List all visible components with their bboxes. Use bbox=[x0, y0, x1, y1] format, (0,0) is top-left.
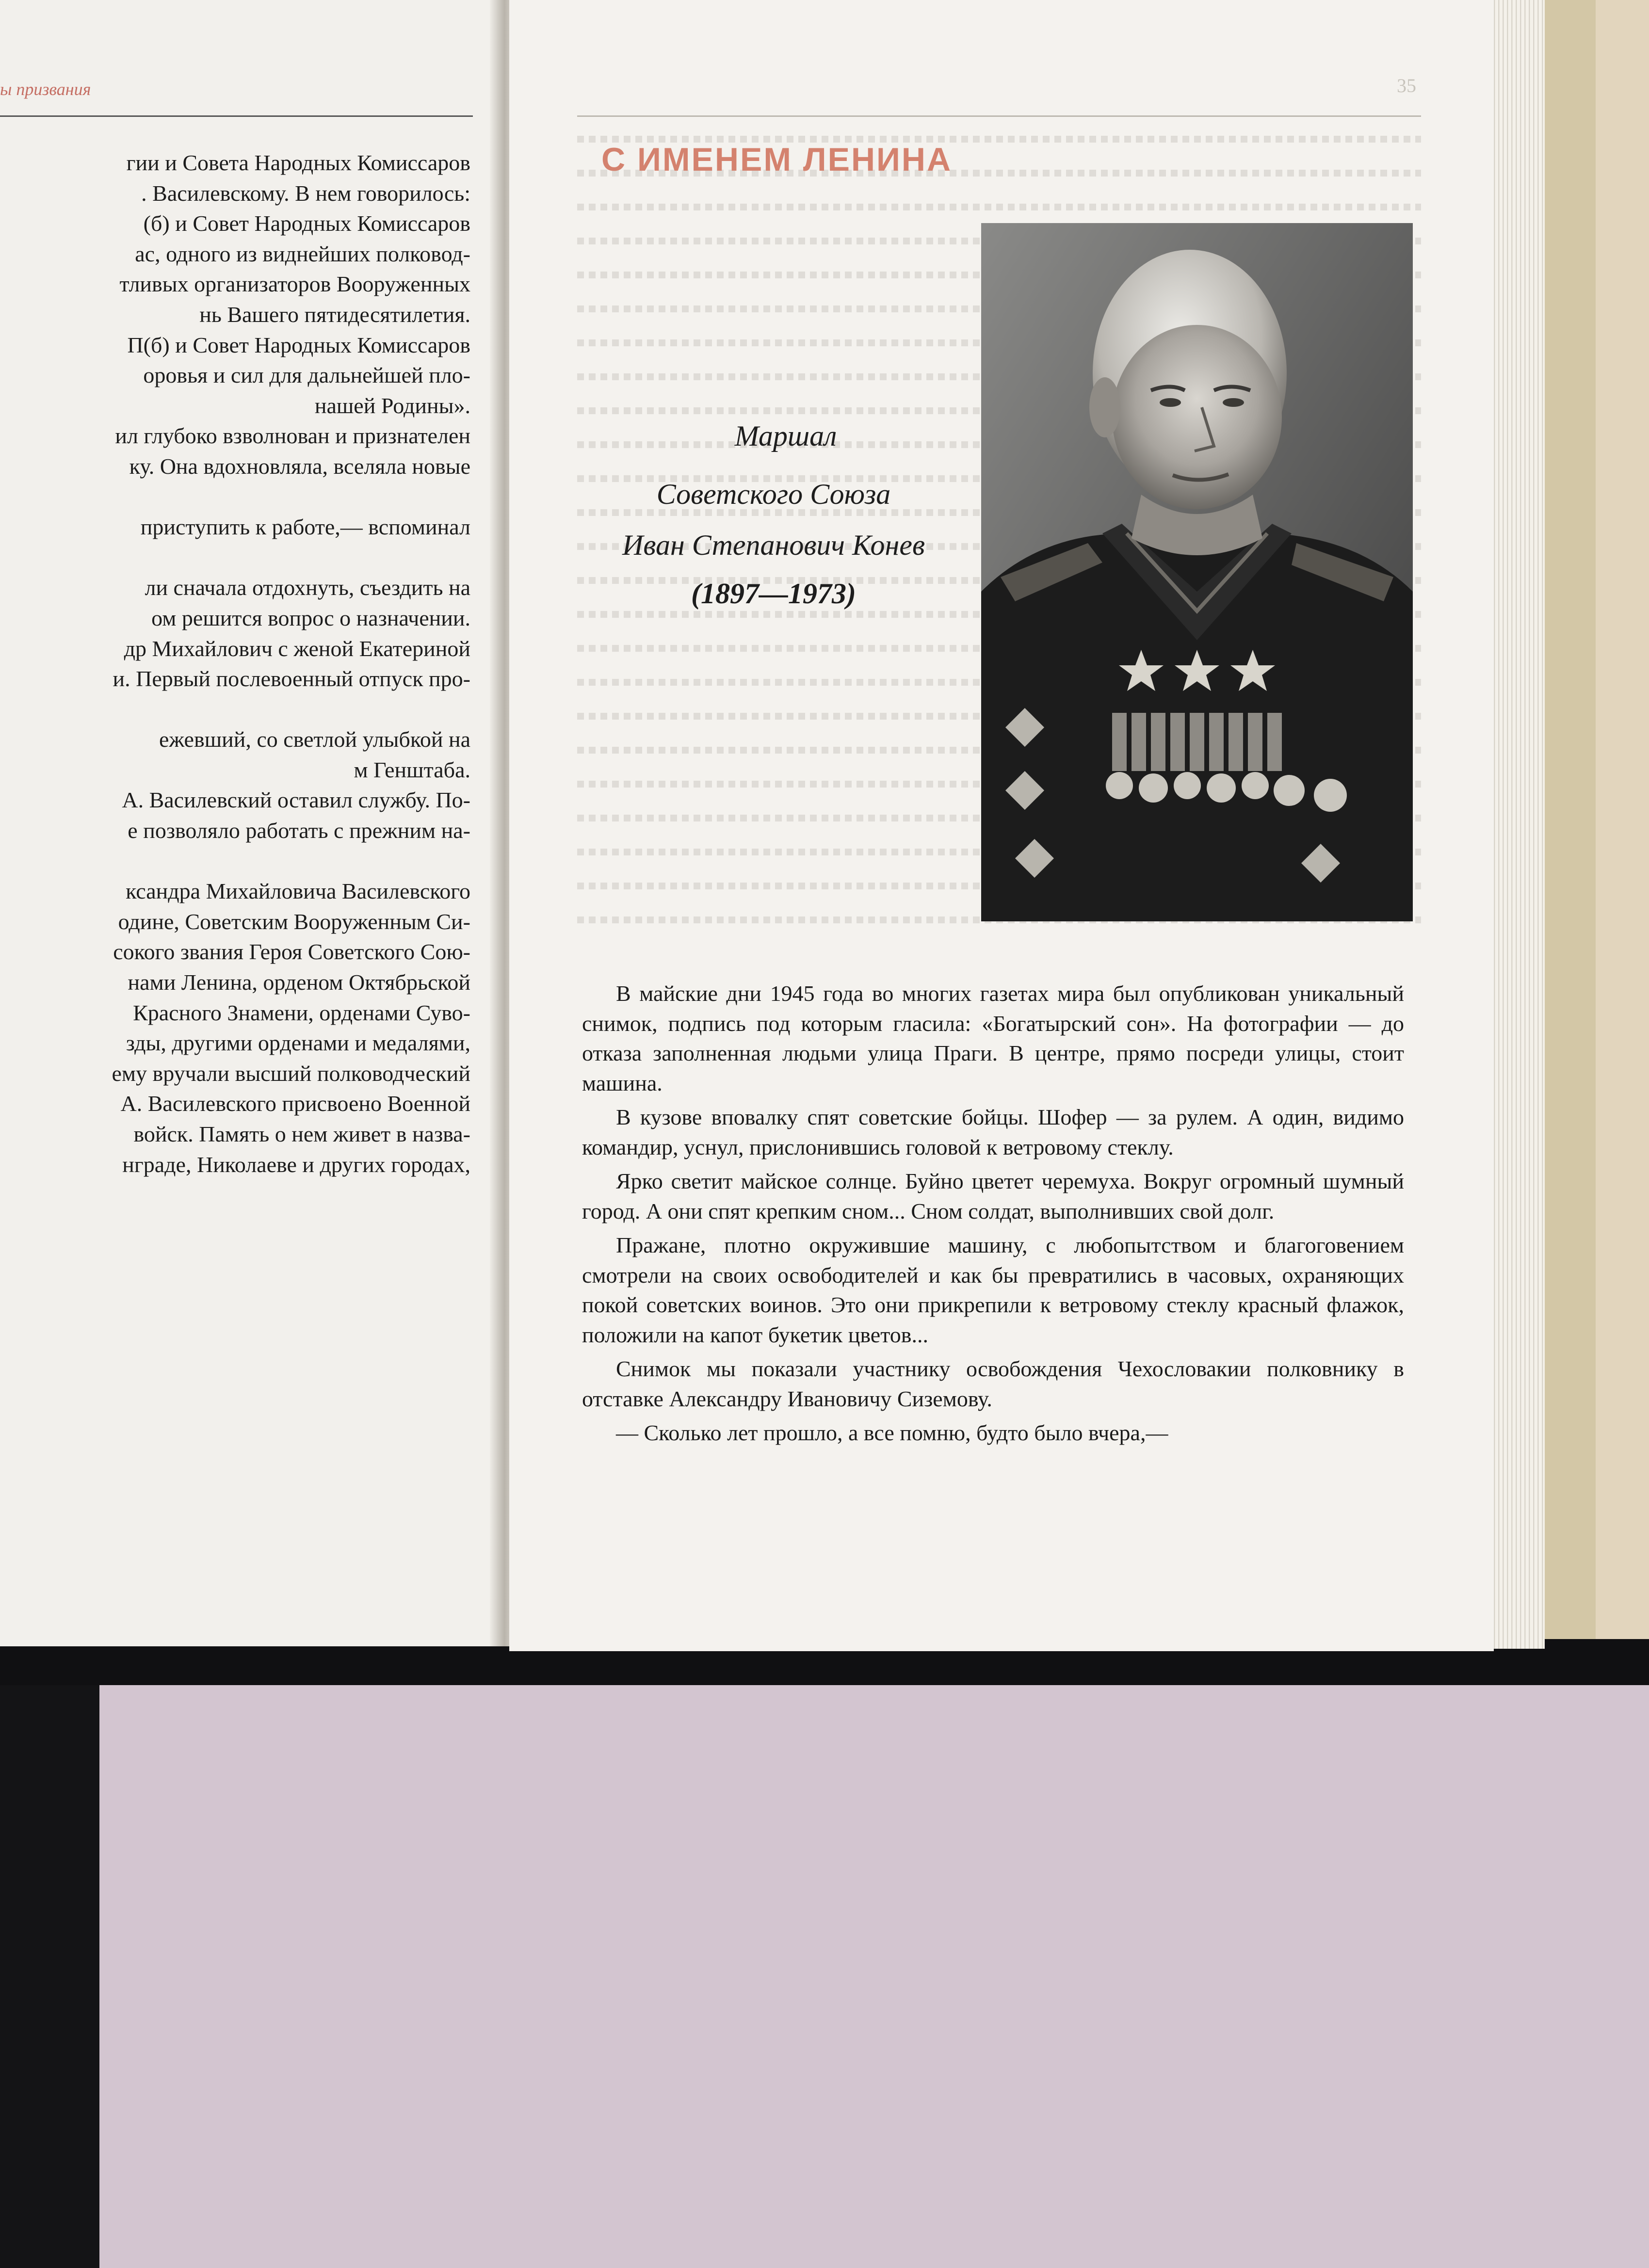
page-edges bbox=[1487, 0, 1545, 1649]
left-text-line: ксандра Михайловича Василевского bbox=[126, 879, 470, 904]
left-text-line: тливых организаторов Вооруженных bbox=[119, 272, 470, 297]
left-text-line: сокого звания Героя Советского Сою- bbox=[113, 939, 470, 965]
left-text-line: ку. Она вдохновляла, вселяла новые bbox=[129, 453, 470, 479]
left-text-line: А. Василевский оставил службу. По- bbox=[122, 788, 470, 813]
left-text-line: ил глубоко взволнован и признателен bbox=[115, 423, 470, 449]
section-title: С ИМЕНЕМ ЛЕНИНА bbox=[601, 141, 953, 178]
body-paragraph: — Сколько лет прошло, а все помню, будто было вчера,— bbox=[616, 1420, 1168, 1445]
left-text-line: . Василевскому. В нем говорилось: bbox=[141, 180, 470, 206]
left-text-line: нь Вашего пятидесятилетия. bbox=[199, 302, 470, 327]
header-rule-right bbox=[577, 115, 1421, 117]
caption-rank: Маршал bbox=[734, 420, 837, 452]
portrait-illustration bbox=[981, 223, 1413, 921]
running-header: ы призвания bbox=[0, 80, 91, 99]
article-body bbox=[582, 979, 1404, 1452]
caption-name: Иван Степанович Конев bbox=[622, 529, 925, 561]
show-through-line bbox=[577, 204, 1421, 210]
left-page-text bbox=[0, 148, 470, 1180]
left-page bbox=[0, 0, 500, 1646]
left-text-line: и. Первый послевоенный отпуск про- bbox=[113, 666, 470, 692]
left-text-line: одине, Советским Вооруженным Си- bbox=[118, 909, 470, 934]
header-rule bbox=[0, 115, 473, 117]
dark-background-corner bbox=[0, 1668, 99, 2268]
left-text-line bbox=[0, 846, 470, 877]
left-text-line: е позволяло работать с прежним на- bbox=[128, 818, 470, 843]
caption-years: (1897—1973) bbox=[691, 578, 856, 610]
left-text-line: м Генштаба. bbox=[354, 757, 470, 782]
body-paragraph: В кузове вповалку спят советские бойцы. Шофер — за рулем. А один, видимо командир, уснул, прислонившись головой к ветровому стеклу. bbox=[582, 1105, 1404, 1159]
caption-rank-union: Советского Союза bbox=[656, 478, 891, 510]
background-surface bbox=[99, 1678, 1649, 2268]
left-text-line: зды, другими орденами и медалями, bbox=[126, 1030, 470, 1056]
left-text-line: (б) и Совет Народных Комиссаров bbox=[143, 211, 470, 236]
left-text-line: ежевший, со светлой улыбкой на bbox=[159, 727, 470, 752]
left-text-line: нами Ленина, орденом Октябрьской bbox=[128, 970, 470, 995]
left-text-line: войск. Память о нем живет в назва- bbox=[133, 1122, 470, 1146]
page-number: 35 bbox=[1397, 75, 1416, 97]
left-text-line: приступить к работе,— вспоминал bbox=[140, 515, 470, 540]
body-paragraph: В майские дни 1945 года во многих газетах мира был опубликован уникальный снимок, подпись под которым гласила: «Богатырский сон». На фотографии — до отказа заполненная людьми улица Праги. В центре, прямо посреди улицы, стоит машина. bbox=[582, 981, 1404, 1095]
left-text-line: нграде, Николаеве и других городах, bbox=[122, 1152, 470, 1177]
body-paragraph: Снимок мы показали участнику освобождения Чехословакии полковнику в отставке Александру Ивановичу Сиземову. bbox=[582, 1356, 1404, 1411]
left-text-line: П(б) и Совет Народных Комиссаров bbox=[127, 332, 470, 357]
left-text-line bbox=[0, 694, 470, 725]
left-text-line: ли сначала отдохнуть, съездить на bbox=[145, 575, 470, 600]
left-text-line: нашей Родины». bbox=[314, 393, 470, 418]
left-text-line bbox=[0, 543, 470, 573]
left-text-line: ему вручали высший полководческий bbox=[112, 1061, 470, 1086]
portrait-photo bbox=[981, 223, 1413, 921]
left-text-line: гии и Совета Народных Комиссаров bbox=[126, 150, 470, 175]
body-paragraph: Ярко светит майское солнце. Буйно цветет черемуха. Вокруг огромный шумный город. А они спят крепким сном... Сном солдат, выполнивших свой долг. bbox=[582, 1169, 1404, 1223]
left-text-line: ом решится вопрос о назначении. bbox=[151, 605, 470, 630]
left-text-line: ас, одного из виднейших полковод- bbox=[135, 241, 470, 266]
left-text-line: оровья и сил для дальнейшей пло- bbox=[143, 363, 470, 388]
left-text-line: Красного Знамени, орденами Суво- bbox=[133, 1000, 470, 1025]
adjacent-book-edge bbox=[1596, 0, 1649, 1683]
left-text-line bbox=[0, 482, 470, 513]
body-paragraph: Пражане, плотно окружившие машину, с любопытством и благоговением смотрели на своих освободителей и как бы превратились в часовых, охраняющих покой советских воинов. Это они прикрепили к ветровому стеклу красный флажок, положили на капот букетик цветов... bbox=[582, 1233, 1404, 1347]
left-text-line: А. Василевского присвоено Военной bbox=[120, 1091, 470, 1116]
left-text-line: др Михайлович с женой Екатериной bbox=[124, 636, 470, 661]
